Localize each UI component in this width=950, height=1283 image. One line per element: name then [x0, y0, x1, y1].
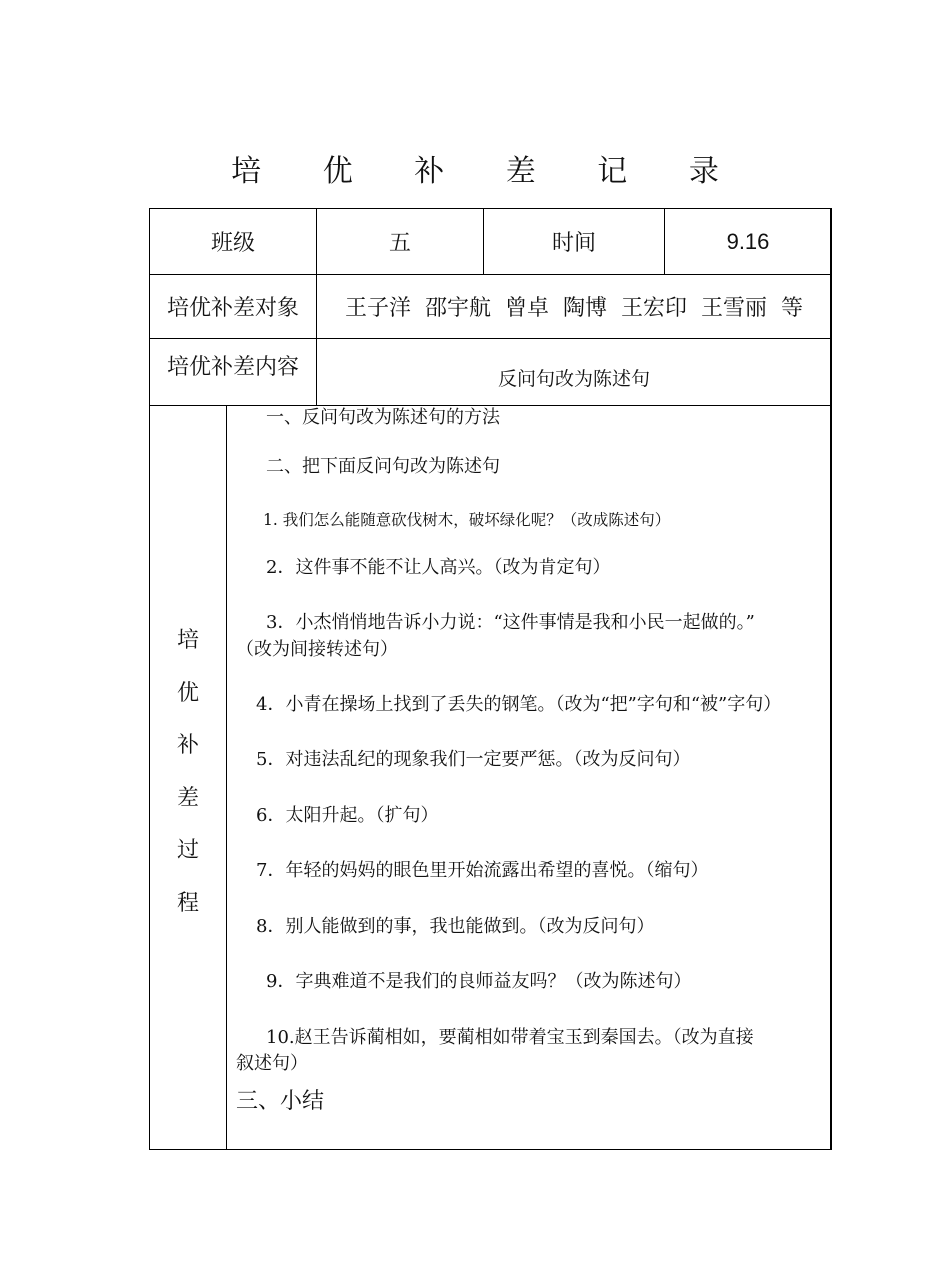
exercise-item: 10.赵王告诉蔺相如，要蔺相如带着宝玉到秦国去。（改为直接 [266, 1027, 754, 1048]
exercise-item-continued: （改为间接转述句） [236, 639, 398, 660]
exercise-item: 5．对违法乱纪的现象我们一定要严惩。（改为反问句） [256, 749, 691, 770]
page-title: 培 优 补 差 记 录 [231, 154, 745, 189]
exercise-item: 6．太阳升起。（扩句） [256, 805, 439, 826]
process-label-char: 补 [176, 733, 199, 758]
target-students: 王子洋 邵宇航 曾卓 陶博 王宏印 王雪丽 等 [345, 296, 803, 321]
section-heading: 二、把下面反问句改为陈述句 [266, 456, 500, 477]
exercise-item: 1. 我们怎么能随意砍伐树木，破坏绿化呢？（改成陈述句） [263, 511, 671, 529]
time-value: 9.16 [726, 228, 770, 254]
time-label: 时间 [551, 231, 596, 256]
exercise-item: 3．小杰悄悄地告诉小力说：“这件事情是我和小民一起做的。” [266, 612, 755, 633]
exercise-item: 2．这件事不能不让人高兴。（改为肯定句） [266, 557, 611, 578]
class-label: 班级 [210, 231, 255, 256]
process-label-char: 培 [176, 628, 199, 653]
content-label: 培优补差内容 [166, 354, 299, 380]
process-label-char: 优 [176, 680, 199, 706]
process-label-char: 过 [176, 838, 199, 863]
exercise-item: 4．小青在操场上找到了丢失的钢笔。（改为“把”字句和“被”字句） [256, 694, 782, 715]
class-value: 五 [388, 231, 411, 256]
process-label-char: 程 [176, 890, 199, 916]
exercise-item: 9．字典难道不是我们的良师益友吗？（改为陈述句） [266, 971, 692, 992]
target-label: 培优补差对象 [166, 296, 299, 321]
exercise-item: 8．别人能做到的事，我也能做到。（改为反问句） [256, 916, 655, 937]
content-value: 反问句改为陈述句 [497, 367, 650, 390]
section-heading: 三、小结 [236, 1089, 325, 1114]
exercise-item-continued: 叙述句） [236, 1053, 308, 1074]
section-heading: 一、反问句改为陈述句的方法 [266, 407, 500, 428]
record-table [149, 208, 832, 1150]
process-label-char: 差 [176, 785, 199, 811]
exercise-item: 7．年轻的妈妈的眼色里开始流露出希望的喜悦。（缩句） [256, 860, 709, 881]
process-content [227, 406, 830, 1149]
process-label [150, 406, 226, 930]
